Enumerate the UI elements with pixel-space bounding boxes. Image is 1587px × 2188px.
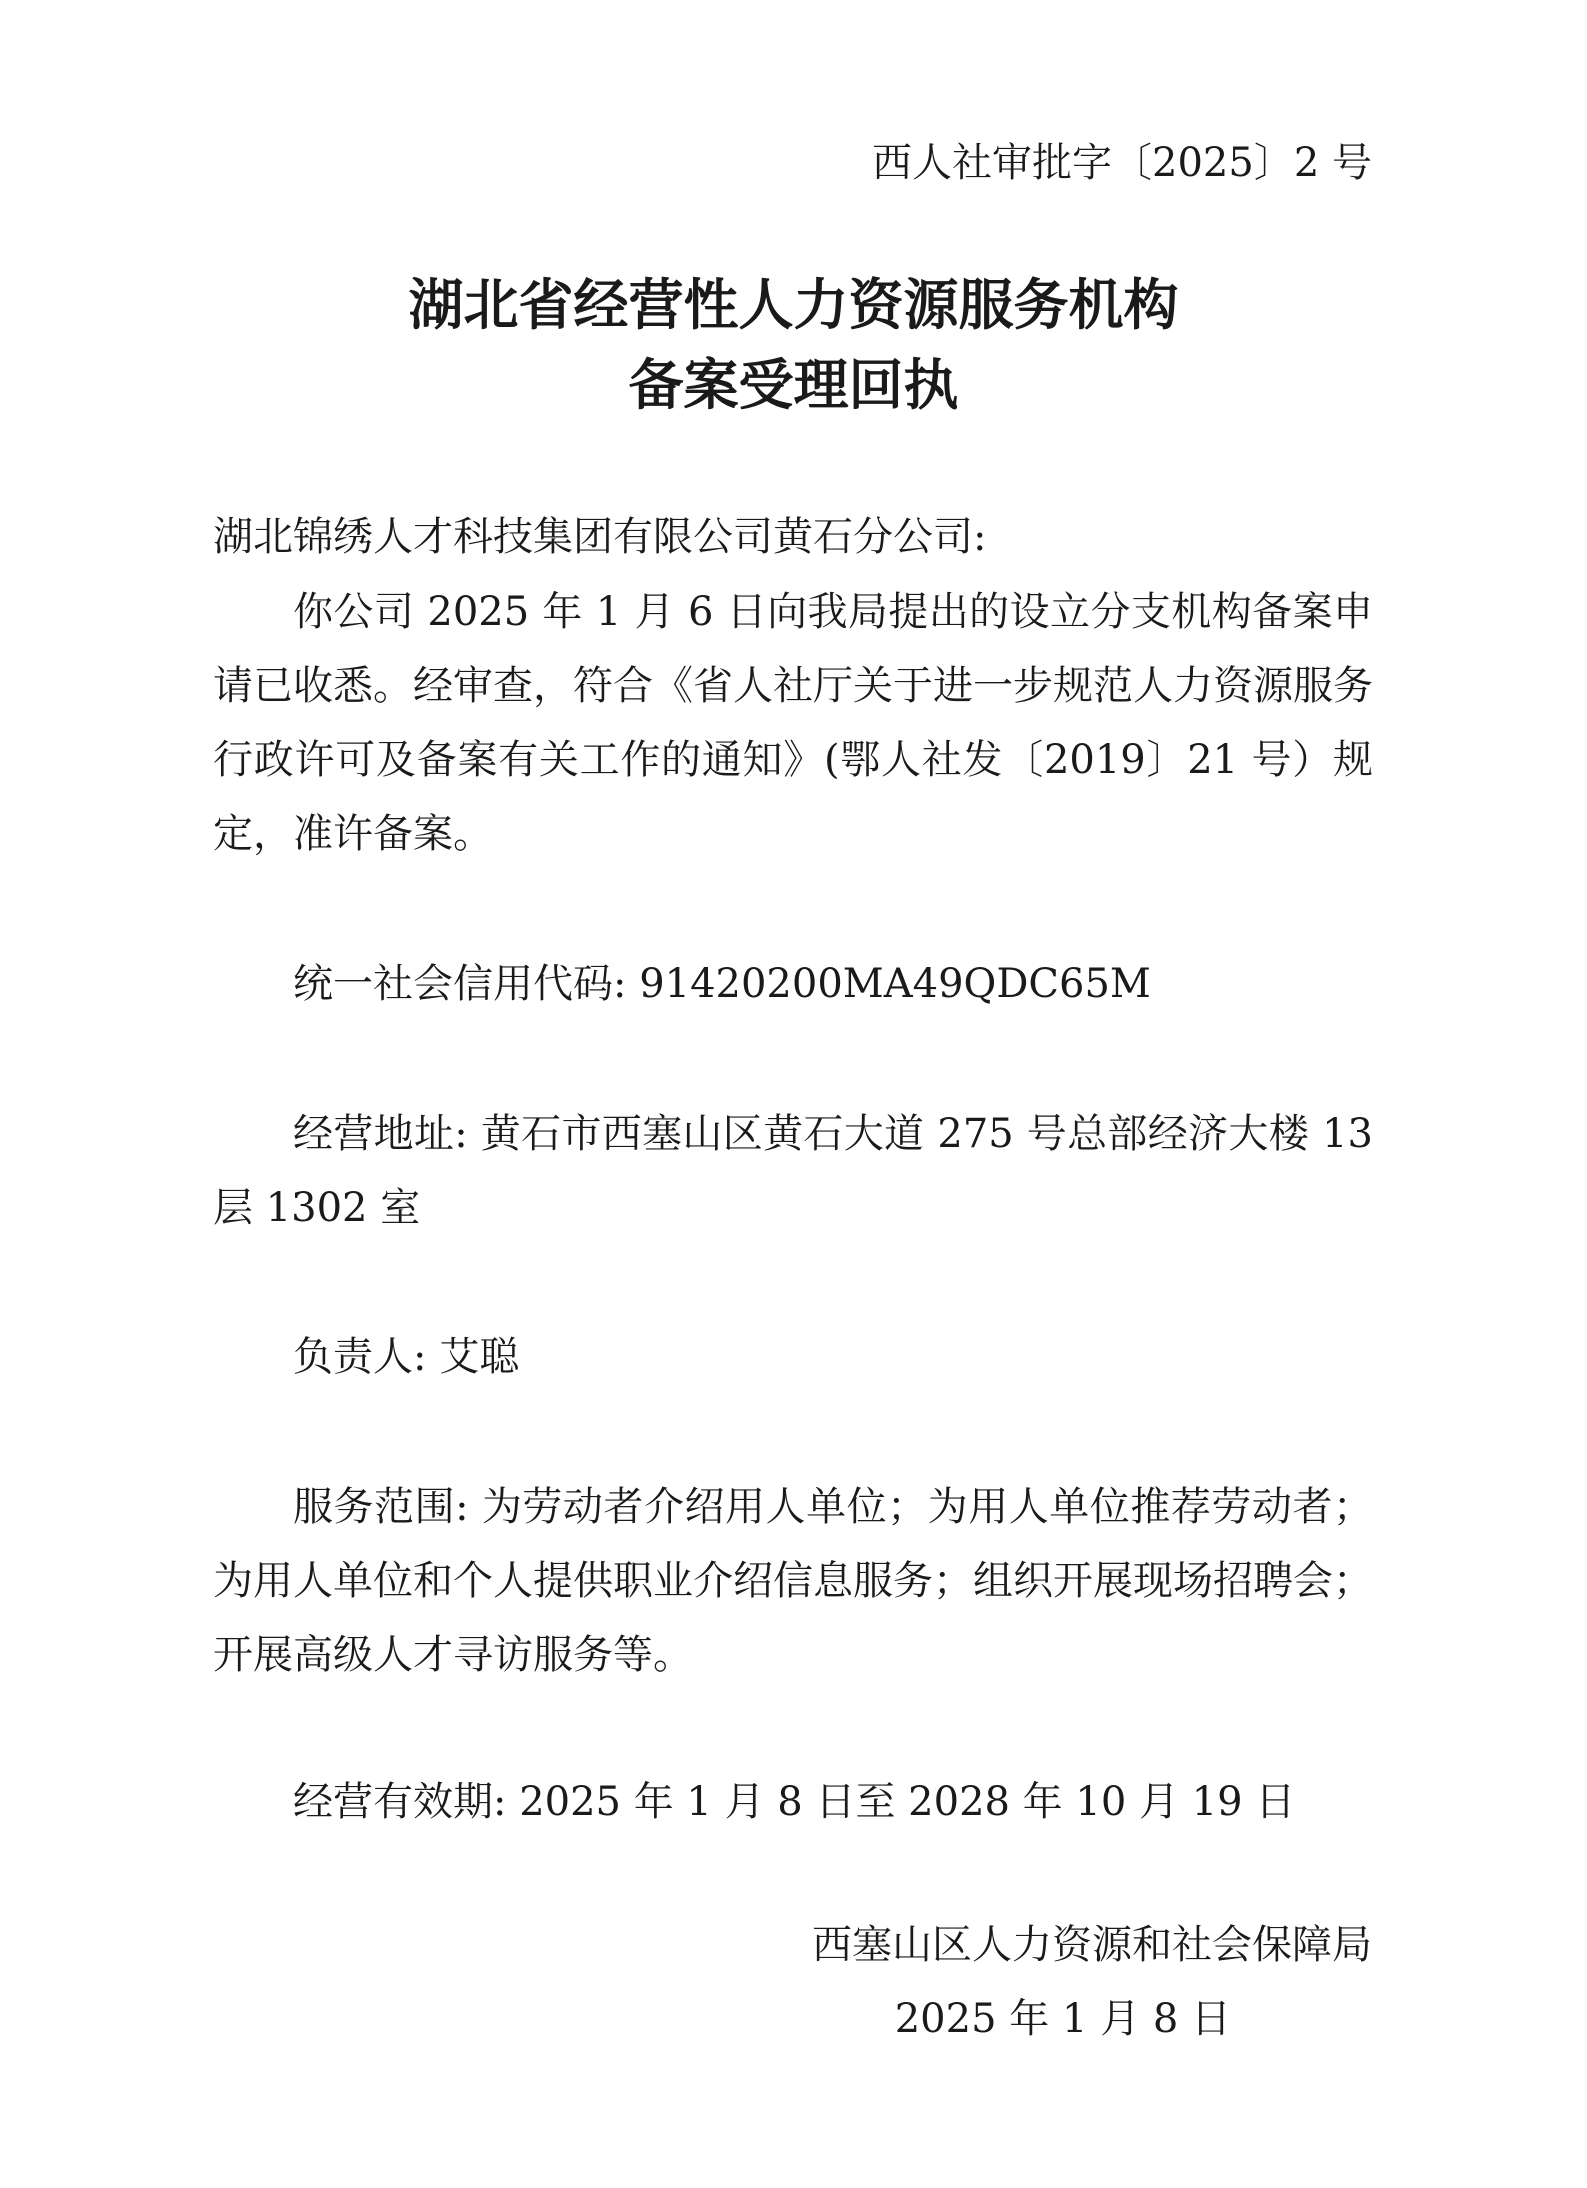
person-in-charge-field: 负责人: 艾聪 (293, 1334, 520, 1380)
document-number: 西人社审批字〔2025〕2 号 (872, 140, 1372, 186)
body-paragraph: 你公司 2025 年 1 月 6 日向我局提出的设立分支机构备案申请已收悉。经审查，符合《省人社厅关于进一步规范人力资源服务行政许可及备案有关工作的通知》(鄂人社发〔2019〕21 号）规定，准许备案。 (213, 589, 1373, 857)
address-field: 经营地址: 黄石市西塞山区黄石大道 275 号总部经济大楼 13 层 1302 室 (213, 1111, 1373, 1231)
recipient: 湖北锦绣人才科技集团有限公司黄石分公司: (213, 514, 987, 560)
validity-field: 经营有效期: 2025 年 1 月 8 日至 2028 年 10 月 19 日 (293, 1779, 1296, 1825)
document-title-line-2: 备案受理回执 (628, 352, 959, 417)
credit-code-field: 统一社会信用代码: 91420200MA49QDC65M (293, 961, 1151, 1007)
document-title-line-1: 湖北省经营性人力资源服务机构 (408, 272, 1179, 337)
signature-date: 2025 年 1 月 8 日 (894, 1996, 1231, 2042)
signature-organization: 西塞山区人力资源和社会保障局 (812, 1922, 1372, 1968)
service-scope-field: 服务范围: 为劳动者介绍用人单位；为用人单位推荐劳动者；为用人单位和个人提供职业介绍信息服务；组织开展现场招聘会；开展高级人才寻访服务等。 (213, 1484, 1373, 1678)
